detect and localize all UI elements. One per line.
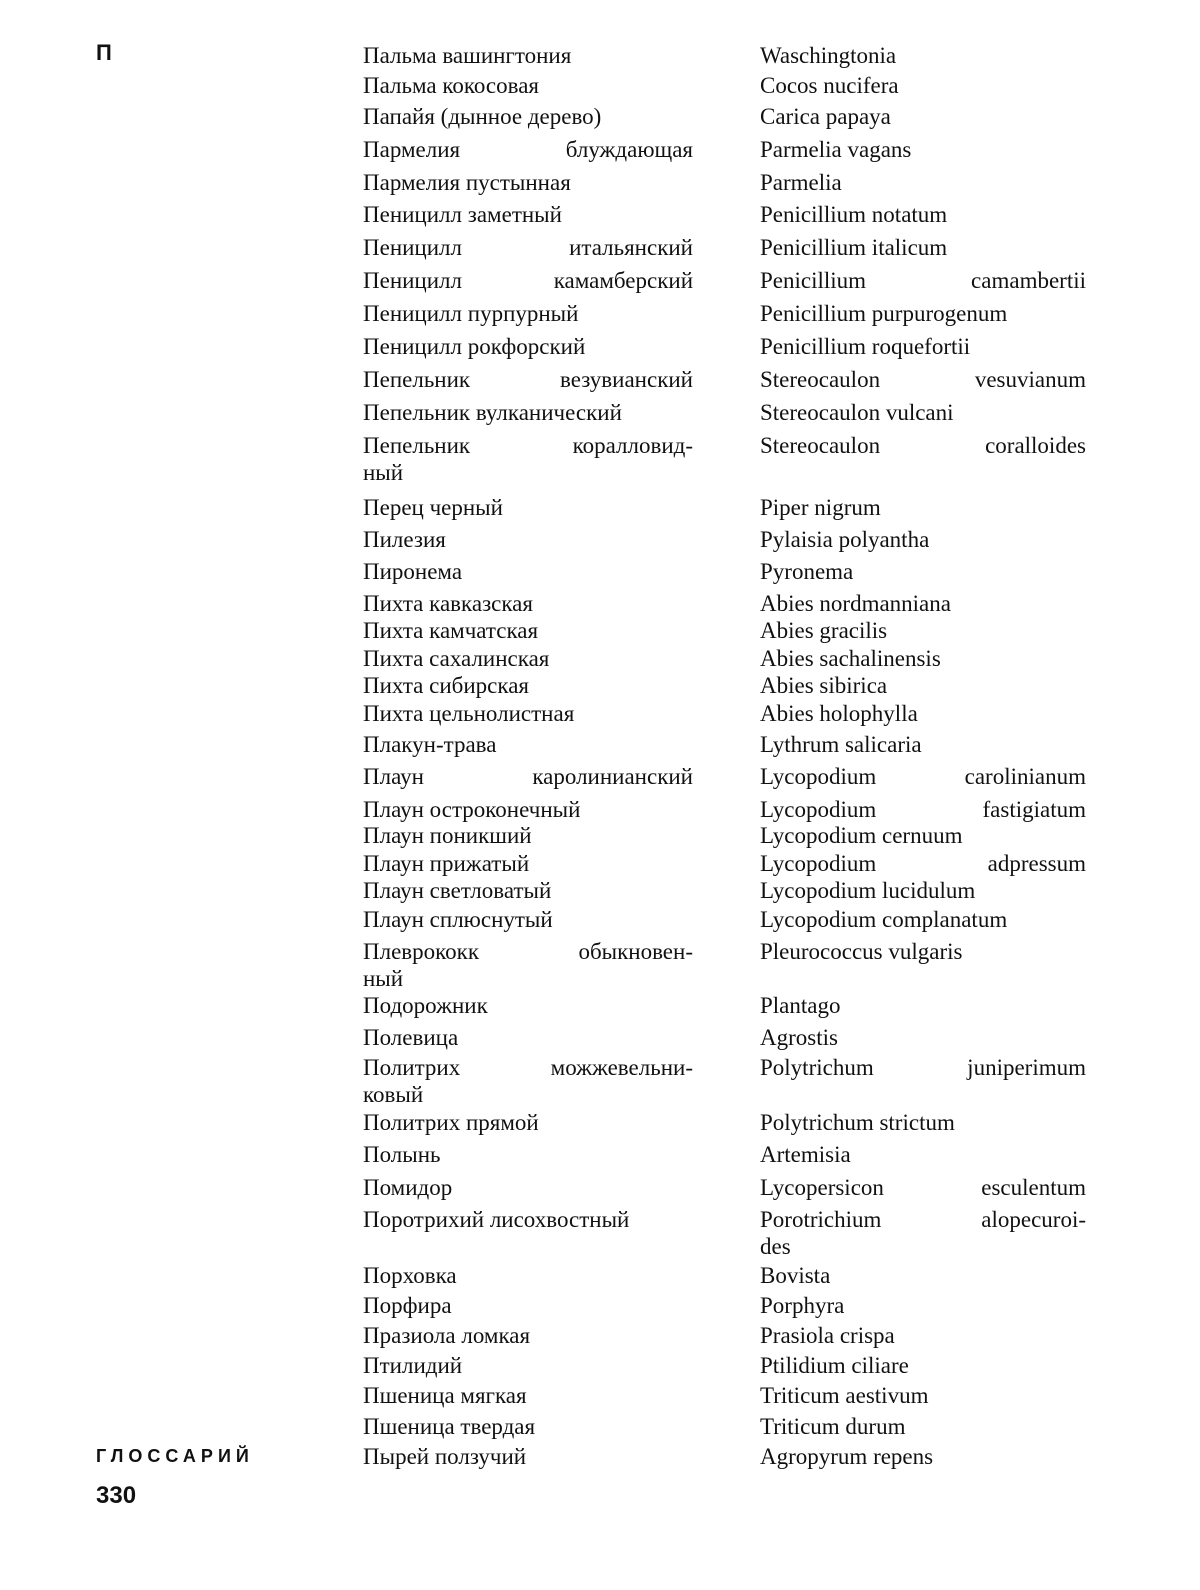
latin-name: Ptilidium ciliare — [760, 1353, 909, 1378]
russian-name: Пепельник вулканический — [363, 400, 622, 425]
russian-name: Плакун-трава — [363, 732, 497, 757]
latin-name: Lycopodium fastigiatum — [760, 797, 1086, 822]
latin-name: Porphyra — [760, 1293, 845, 1318]
latin-name: Abies nordmanniana — [760, 591, 951, 616]
latin-name: Pleurococcus vulgaris — [760, 939, 963, 964]
latin-name: Stereocaulon coralloides — [760, 433, 1086, 458]
russian-name: Празиола ломкая — [363, 1323, 531, 1348]
russian-name: Плаун каролинианский — [363, 764, 693, 789]
latin-name: Penicillium italicum — [760, 235, 948, 260]
russian-name: Плаун светловатый — [363, 878, 552, 903]
latin-name: Abies sachalinensis — [760, 646, 941, 671]
russian-name: Пармелия пустынная — [363, 170, 571, 195]
russian-name: Порфира — [363, 1293, 452, 1318]
russian-name: Пшеница твердая — [363, 1414, 536, 1439]
russian-name: Папайя (дынное дерево) — [363, 104, 602, 129]
russian-name: Плаун прижатый — [363, 851, 530, 876]
russian-name-continuation: ковый — [363, 1082, 424, 1107]
russian-name: Пилезия — [363, 527, 446, 552]
russian-name: Порховка — [363, 1263, 457, 1288]
russian-name: Пеницилл итальянский — [363, 235, 693, 260]
latin-name: Bovista — [760, 1263, 831, 1288]
latin-name: Penicillium notatum — [760, 202, 948, 227]
russian-name: Пеницилл камамберский — [363, 268, 693, 293]
latin-name: Penicillium purpurogenum — [760, 301, 1008, 326]
latin-name: Artemisia — [760, 1142, 851, 1167]
latin-name: Plantago — [760, 993, 841, 1018]
russian-name: Пеницилл рокфорский — [363, 334, 586, 359]
russian-name: Пихта камчатская — [363, 618, 539, 643]
russian-name: Подорожник — [363, 993, 488, 1018]
latin-name: Lycopodium carolinianum — [760, 764, 1086, 789]
section-letter: П — [96, 40, 112, 65]
latin-name: Abies sibirica — [760, 673, 888, 698]
russian-name: Пеницилл пурпурный — [363, 301, 579, 326]
russian-name: Политрих можжевельни- — [363, 1055, 693, 1080]
page-number: 330 — [96, 1482, 137, 1509]
russian-name: Пармелия блуждающая — [363, 137, 693, 162]
latin-name: Lythrum salicaria — [760, 732, 922, 757]
russian-name-continuation: ный — [363, 966, 404, 991]
russian-name: Пепельник коралловид- — [363, 433, 693, 458]
russian-name: Плаун остроконечный — [363, 797, 581, 822]
russian-name: Пихта цельнолистная — [363, 701, 575, 726]
latin-name: Carica papaya — [760, 104, 891, 129]
russian-name: Политрих прямой — [363, 1110, 539, 1135]
russian-name: Пихта сахалинская — [363, 646, 550, 671]
latin-name: Lycopodium cernuum — [760, 823, 963, 848]
russian-name: Поротрихий лисохвостный — [363, 1207, 630, 1232]
latin-name-continuation: des — [760, 1234, 791, 1259]
russian-name: Пепельник везувианский — [363, 367, 693, 392]
latin-name: Polytrichum juniperimum — [760, 1055, 1086, 1080]
russian-name: Плаун сплюснутый — [363, 907, 553, 932]
russian-name: Пшеница мягкая — [363, 1383, 527, 1408]
latin-name: Polytrichum strictum — [760, 1110, 955, 1135]
russian-name: Полынь — [363, 1142, 441, 1167]
latin-name: Abies gracilis — [760, 618, 888, 643]
russian-name: Пихта сибирская — [363, 673, 529, 698]
russian-name: Плеврококк обыкновен- — [363, 939, 693, 964]
russian-name: Пихта кавказская — [363, 591, 533, 616]
latin-name: Piper nigrum — [760, 495, 881, 520]
russian-name: Птилидий — [363, 1353, 463, 1378]
latin-name: Parmelia — [760, 170, 842, 195]
footer-title: ГЛОССАРИЙ — [96, 1446, 254, 1466]
latin-name: Triticum aestivum — [760, 1383, 929, 1408]
latin-name: Triticum durum — [760, 1414, 906, 1439]
latin-name: Lycopersicon esculentum — [760, 1175, 1086, 1200]
latin-name: Parmelia vagans — [760, 137, 912, 162]
latin-name: Cocos nucifera — [760, 73, 899, 98]
russian-name: Пеницилл заметный — [363, 202, 562, 227]
latin-name: Pylaisia polyantha — [760, 527, 930, 552]
latin-name: Stereocaulon vulcani — [760, 400, 954, 425]
russian-name: Пальма вашингтония — [363, 43, 572, 68]
russian-name: Перец черный — [363, 495, 503, 520]
latin-name: Lycopodium adpressum — [760, 851, 1086, 876]
latin-name: Lycopodium complanatum — [760, 907, 1008, 932]
russian-name: Плаун поникший — [363, 823, 532, 848]
latin-name: Penicillium roquefortii — [760, 334, 971, 359]
latin-name: Porotrichium alopecuroi- — [760, 1207, 1086, 1232]
latin-name: Waschingtonia — [760, 43, 897, 68]
russian-name: Пиронема — [363, 559, 463, 584]
russian-name: Помидор — [363, 1175, 453, 1200]
latin-name: Prasiola crispa — [760, 1323, 895, 1348]
russian-name: Полевица — [363, 1025, 459, 1050]
latin-name: Stereocaulon vesuvianum — [760, 367, 1086, 392]
russian-name: Пальма кокосовая — [363, 73, 539, 98]
russian-name: Пырей ползучий — [363, 1444, 527, 1469]
latin-name: Agrostis — [760, 1025, 838, 1050]
latin-name: Abies holophylla — [760, 701, 918, 726]
latin-name: Lycopodium lucidulum — [760, 878, 976, 903]
latin-name: Penicillium camambertii — [760, 268, 1086, 293]
latin-name: Agropyrum repens — [760, 1444, 934, 1469]
russian-name-continuation: ный — [363, 460, 404, 485]
latin-name: Pyronema — [760, 559, 854, 584]
